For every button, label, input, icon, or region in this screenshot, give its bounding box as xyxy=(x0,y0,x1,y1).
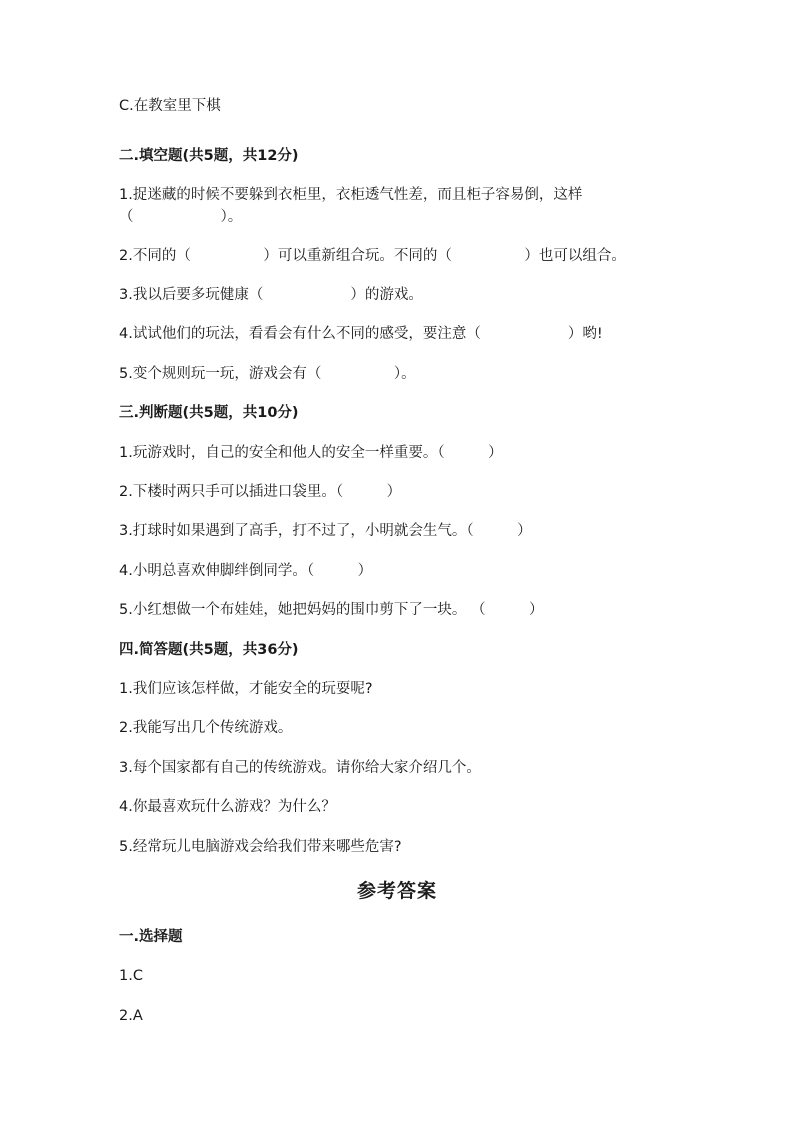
true-false-question-1: 1.玩游戏时，自己的安全和他人的安全一样重要。（ ） xyxy=(119,445,503,461)
fill-blank-question-5: 5.变个规则玩一玩，游戏会有（ ）。 xyxy=(119,366,416,382)
fill-blank-question-1-blank: （ ）。 xyxy=(119,209,243,225)
short-answer-question-1: 1.我们应该怎样做，才能安全的玩耍呢? xyxy=(119,681,373,697)
option-c: C.在教室里下棋 xyxy=(119,98,221,114)
true-false-question-4: 4.小明总喜欢伸脚绊倒同学。（ ） xyxy=(119,563,373,579)
section-heading-true-false: 三.判断题(共5题，共10分) xyxy=(119,405,299,421)
short-answer-question-2: 2.我能写出几个传统游戏。 xyxy=(119,720,293,736)
answer-heading-choice: 一.选择题 xyxy=(119,929,183,945)
true-false-question-2: 2.下楼时两只手可以插进口袋里。（ ） xyxy=(119,484,402,500)
answer-2: 2.A xyxy=(119,1008,143,1024)
section-heading-fill-blank: 二.填空题(共5题，共12分) xyxy=(119,148,299,164)
true-false-question-5: 5.小红想做一个布娃娃，她把妈妈的围巾剪下了一块。 （ ） xyxy=(119,602,544,618)
short-answer-question-3: 3.每个国家都有自己的传统游戏。请你给大家介绍几个。 xyxy=(119,760,481,776)
fill-blank-question-3: 3.我以后要多玩健康（ ）的游戏。 xyxy=(119,287,423,303)
short-answer-question-4: 4.你最喜欢玩什么游戏？为什么？ xyxy=(119,799,336,815)
fill-blank-question-4: 4.试试他们的玩法，看看会有什么不同的感受，要注意（ ）哟! xyxy=(119,326,603,342)
section-heading-short-answer: 四.简答题(共5题，共36分) xyxy=(119,642,299,658)
short-answer-question-5: 5.经常玩儿电脑游戏会给我们带来哪些危害? xyxy=(119,839,402,855)
true-false-question-3: 3.打球时如果遇到了高手，打不过了，小明就会生气。（ ） xyxy=(119,523,532,539)
answer-1: 1.C xyxy=(119,968,143,984)
fill-blank-question-2: 2.不同的（ ）可以重新组合玩。不同的（ ）也可以组合。 xyxy=(119,248,626,264)
answers-title: 参考答案 xyxy=(356,880,437,902)
fill-blank-question-1: 1.捉迷藏的时候不要躲到衣柜里，衣柜透气性差，而且柜子容易倒，这样 xyxy=(119,187,583,203)
